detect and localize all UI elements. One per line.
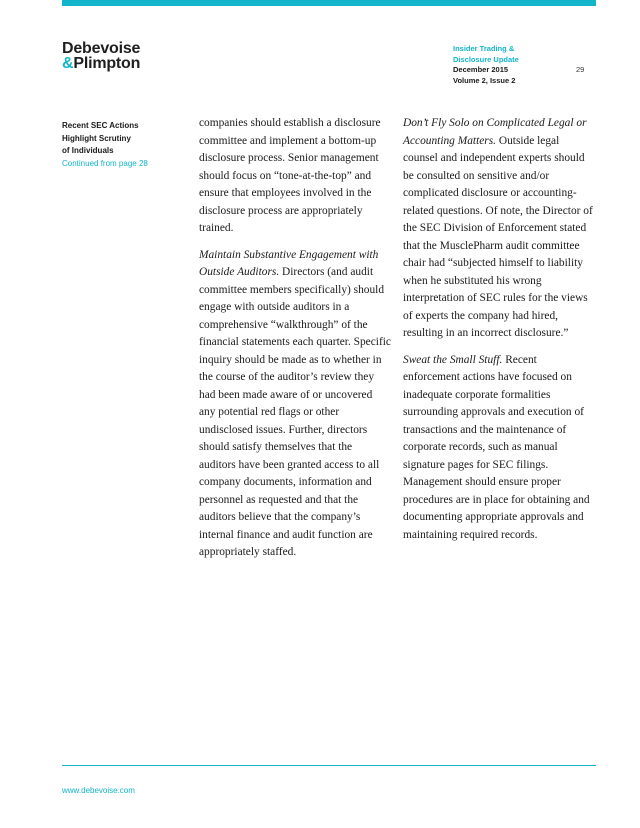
paragraph-body: Outside legal counsel and independent experts should be consulted on sensitive and/or complicated disclosure or accounting-related questions. Of note, the Director of the SEC Division of Enforcement stated that the MusclePharm audit committee chair had “subjected himself to liability when he substituted his wrong interpretation of SEC rules for the views of experts the company had hired, resulting in an incorrect disclosure.” <box>403 134 593 339</box>
sidebar-section-title <box>62 120 172 170</box>
body-column-2 <box>403 115 595 553</box>
paragraph <box>403 352 595 545</box>
publication-title-line-1: Insider Trading & <box>453 44 515 53</box>
continued-from-link[interactable]: Continued from page 28 <box>62 158 148 168</box>
paragraph-body: Recent enforcement actions have focused on inadequate corporate formalities surrounding approvals and execution of transactions and the maintenance of corporate records, such as manual signature pages for SEC filings. Management should ensure proper procedures are in place for obtaining and documenting appropriate approvals and maintaining required records. <box>403 353 590 541</box>
footer-url-link[interactable]: www.debevoise.com <box>62 786 135 795</box>
paragraph: companies should establish a disclosure committee and implement a bottom-up disclosure process. Senior management should focus on “tone-at-the-top” and ensure that employees involved in the disclosure process are appropriately trained. <box>199 117 381 234</box>
paragraph-body: Directors (and audit committee members specifically) should engage with outside auditors in a comprehensive “walkthrough” of the financial statements each quarter. Specific inquiry should be made as to whether in the course of the auditor’s review they had been made aware of or uncovered any potential red flags or other undisclosed issues. Further, directors should satisfy themselves that the auditors have been granted access to all company documents, information and personnel as requested and that the auditors believe that the company’s internal finance and audit function are appropriately staffed. <box>199 266 391 558</box>
paragraph <box>199 247 391 562</box>
publication-date: December 2015 <box>453 65 509 74</box>
paragraph-heading: Maintain Substantive Engagement with Outside Auditors. <box>199 248 379 278</box>
logo-line-2 <box>62 56 140 71</box>
sidebar-title-line-2: Highlight Scrutiny <box>62 133 131 143</box>
page-number: 29 <box>576 65 585 74</box>
paragraph-heading: Don’t Fly Solo on Complicated Legal or Accounting Matters. <box>403 117 587 147</box>
logo-ampersand: & <box>62 55 74 72</box>
publication-volume: Volume 2, Issue 2 <box>453 75 516 85</box>
footer-divider <box>62 765 596 766</box>
paragraph-heading: Sweat the Small Stuff. <box>403 353 503 366</box>
logo-plimpton: Plimpton <box>73 55 141 72</box>
body-column-1 <box>199 115 391 571</box>
publication-info <box>453 44 519 86</box>
sidebar-title-line-1: Recent SEC Actions <box>62 121 139 130</box>
top-accent-bar <box>62 0 596 6</box>
paragraph <box>403 115 595 343</box>
logo-line-1: Debevoise <box>62 40 141 57</box>
publication-title-line-2: Disclosure Update <box>453 54 519 64</box>
sidebar-title-line-3: of Individuals <box>62 146 114 155</box>
firm-logo <box>62 41 140 71</box>
